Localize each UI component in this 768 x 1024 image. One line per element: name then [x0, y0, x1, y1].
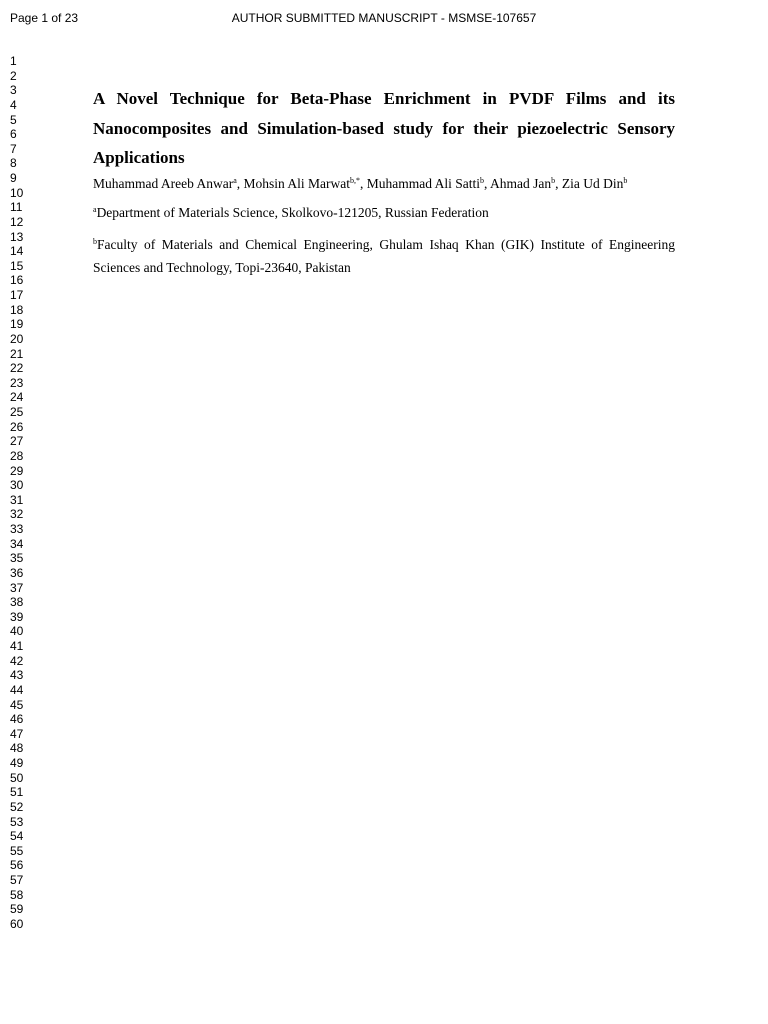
line-number: 41 — [10, 639, 24, 653]
line-number: 58 — [10, 887, 24, 902]
affiliation-mark: b — [93, 236, 97, 246]
line-number: 3 — [10, 83, 17, 98]
affiliation-text: Department of Materials Science, Skolkovo-121205, Russian Federation — [96, 204, 489, 220]
line-number: 5 — [10, 112, 17, 127]
line-number: 32 — [10, 507, 24, 522]
affiliation-a — [93, 201, 675, 224]
line-number: 36 — [10, 565, 24, 580]
line-number: 19 — [10, 317, 24, 332]
line-number: 40 — [10, 624, 24, 639]
author-affiliation-mark: a — [233, 175, 237, 185]
line-number: 42 — [10, 653, 24, 668]
author-separator: , — [360, 175, 367, 191]
line-number: 12 — [10, 214, 24, 229]
affiliation-mark: a — [93, 204, 97, 214]
line-number: 47 — [10, 726, 24, 741]
manuscript-header: AUTHOR SUBMITTED MANUSCRIPT - MSMSE-107657 — [231, 11, 537, 25]
line-number: 31 — [10, 492, 24, 507]
author-name: Zia Ud Din — [561, 175, 624, 191]
line-number: 37 — [10, 580, 24, 595]
line-number: 25 — [10, 405, 24, 419]
line-number: 54 — [10, 829, 24, 844]
line-number: 1 — [10, 54, 17, 68]
line-number: 59 — [10, 902, 24, 917]
author-list — [93, 175, 675, 192]
author-separator: , — [236, 175, 244, 191]
line-number: 49 — [10, 756, 24, 770]
line-number: 30 — [10, 478, 24, 493]
line-number: 18 — [10, 302, 24, 317]
line-number: 21 — [10, 346, 24, 361]
author-affiliation-mark: b,* — [350, 175, 361, 185]
line-number: 15 — [10, 258, 24, 273]
line-number: 55 — [10, 843, 24, 858]
line-number: 39 — [10, 609, 24, 624]
line-number: 43 — [10, 668, 24, 683]
line-number: 35 — [10, 551, 24, 566]
line-number: 38 — [10, 595, 24, 610]
affiliation-text: Faculty of Materials and Chemical Engineering, Ghulam Ishaq Khan (GIK) Institute of Engineering Sciences and Technology, Topi-23640, Pakistan — [93, 236, 675, 275]
line-number: 50 — [10, 770, 24, 785]
paper-title: A Novel Technique for Beta-Phase Enrichment in PVDF Films and its Nanocomposites and Simulation-based study for their piezoelectric Sensory Applications — [93, 89, 675, 167]
line-number: 48 — [10, 741, 24, 756]
author-name: Mohsin Ali Marwat — [243, 175, 351, 191]
author-separator: , — [484, 175, 491, 191]
line-number: 60 — [10, 916, 24, 931]
line-number: 11 — [10, 200, 23, 215]
line-number: 20 — [10, 331, 24, 346]
line-number: 24 — [10, 390, 24, 405]
affiliation-b — [93, 233, 675, 279]
author-affiliation-mark: b — [551, 175, 556, 185]
line-number: 14 — [10, 244, 24, 259]
line-number: 6 — [10, 127, 17, 142]
author-name: Ahmad Jan — [490, 175, 552, 191]
line-number: 13 — [10, 229, 24, 244]
line-number: 29 — [10, 463, 24, 478]
line-number: 45 — [10, 697, 24, 712]
author-name: Muhammad Ali Satti — [366, 175, 481, 191]
page-number: Page 1 of 23 — [10, 11, 79, 25]
line-number: 16 — [10, 273, 24, 288]
line-number: 22 — [10, 361, 24, 376]
line-number: 46 — [10, 712, 24, 727]
line-number: 28 — [10, 448, 24, 463]
paper-front-matter — [93, 84, 675, 279]
line-number: 26 — [10, 419, 24, 434]
line-number: 53 — [10, 814, 24, 829]
line-number: 17 — [10, 288, 24, 302]
author-name: Muhammad Areeb Anwar — [93, 175, 234, 191]
line-number: 4 — [10, 97, 17, 112]
line-number: 9 — [10, 171, 17, 185]
line-number: 2 — [10, 68, 17, 83]
line-number: 44 — [10, 682, 24, 697]
line-number: 56 — [10, 858, 24, 873]
author-separator: , — [555, 175, 562, 191]
line-number: 7 — [10, 141, 17, 156]
line-number: 33 — [10, 522, 24, 536]
line-number: 10 — [10, 185, 24, 200]
author-affiliation-mark: b — [623, 175, 628, 185]
line-number: 23 — [10, 375, 24, 390]
line-number: 52 — [10, 799, 24, 814]
line-number: 34 — [10, 536, 24, 551]
line-number: 51 — [10, 785, 24, 800]
line-number: 8 — [10, 156, 17, 171]
author-affiliation-mark: b — [480, 175, 485, 185]
line-number: 27 — [10, 434, 24, 449]
line-number-gutter — [10, 54, 23, 932]
line-number: 57 — [10, 873, 24, 887]
